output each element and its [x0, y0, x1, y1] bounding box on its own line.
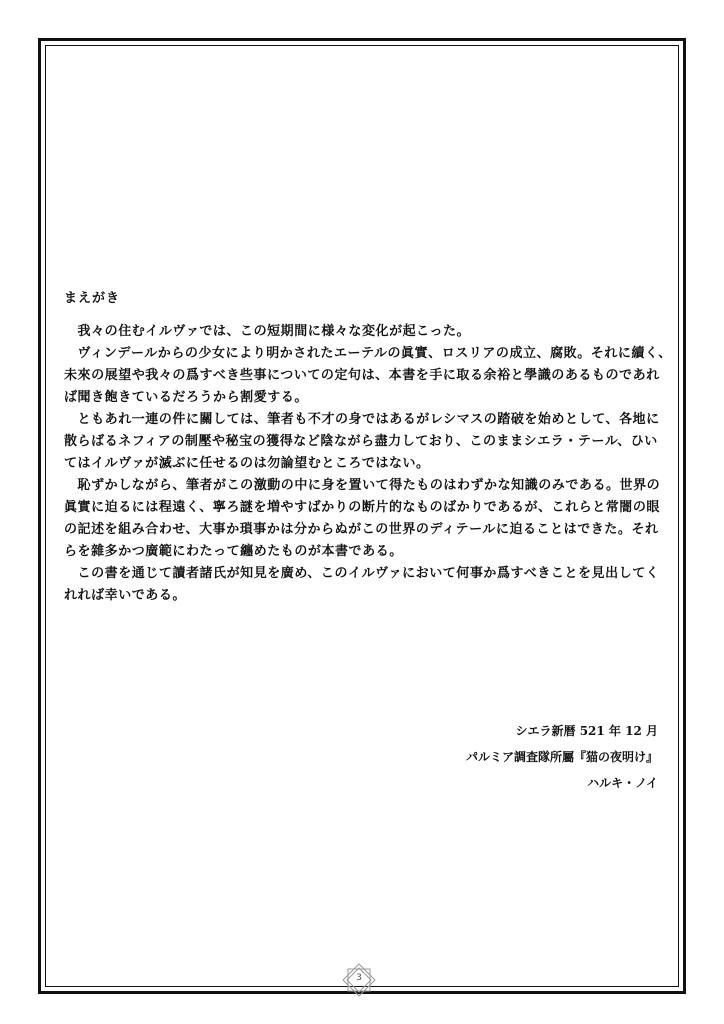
body-line: この書を通じて讀者諸氏が知見を廣め、このイルヴァにおいて何事か爲すべきことを見出してく	[64, 566, 660, 581]
body-line: の記述を組み合わせ、大事か瑣事かは分からぬがこの世界のディテールに迫ることはできた。それ	[64, 522, 659, 537]
body-line: 眞實に迫るには程遠く、寧ろ謎を増やすばかりの断片的なものばかりであるが、これらと常闇の眼	[64, 500, 660, 515]
body-line: 散らばるネフィアの制壓や秘宝の獲得など陰ながら盡力しており、このままシエラ・テール、ひい	[64, 434, 658, 449]
body-line: 未來の展望や我々の爲すべき些事についての定句は、本書を手に取る余裕と學識のあるものであれ	[64, 368, 660, 383]
signature-affiliation: パルミア調査隊所屬『猫の夜明け』	[465, 750, 658, 764]
body-line: らを雜多かつ廣範にわたって纏めたものが本書である。	[64, 544, 403, 559]
body-line: てはイルヴァが滅ぶに任せるのは勿論望むところではない。	[64, 456, 430, 471]
body-line: ば聞き飽きているだろうから割愛する。	[64, 390, 308, 405]
preface-body	[64, 321, 672, 607]
signature-author: ハルキ・ノイ	[587, 776, 658, 790]
signature-date: シエラ新暦 521 年 12 月	[515, 724, 658, 738]
preface-heading: まえがき	[64, 291, 121, 306]
body-line: れれば幸いである。	[64, 588, 186, 603]
body-line: 我々の住むイルヴァでは、この短期間に様々な変化が起こった。	[64, 324, 471, 339]
body-line: ヴィンデールからの少女により明かされたエーテルの眞實、ロスリアの成立、腐敗。それに續く、	[64, 346, 672, 361]
signature-block	[466, 718, 658, 796]
page-number: 3	[356, 973, 362, 983]
body-line: ともあれ一連の件に關しては、筆者も不才の身ではあるがレシマスの踏破を始めとして、各地に	[64, 412, 660, 427]
body-line: 恥ずかしながら、筆者がこの激動の中に身を置いて得たものはわずかな知識のみである。世界の	[64, 478, 661, 493]
